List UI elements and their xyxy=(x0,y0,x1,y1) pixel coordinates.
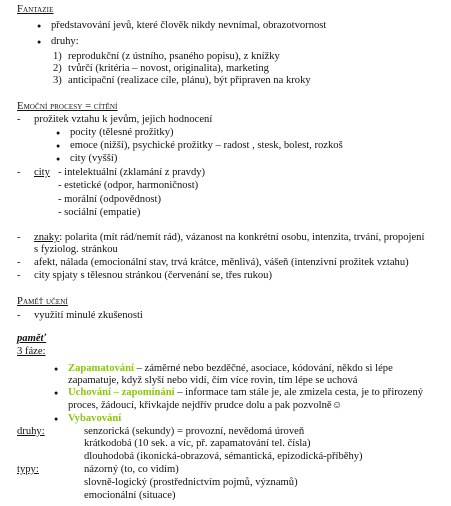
faze-term: Vybavování xyxy=(68,413,122,424)
faze-continuation: proces, žádoucí, křivkajde nejdřív prudce dolu a pak pozvolně☺ xyxy=(68,400,343,411)
faze-continuation: zapamatuje, když slyší nebo vidí, čím více rovin, tím lépe se uchová xyxy=(68,375,358,386)
list-item: ● emoce (nižší), psychické prožitky – radost , stesk, bolest, rozkoš xyxy=(70,140,343,152)
typy-label: typy: xyxy=(17,464,39,475)
faze-term: Zapamatování xyxy=(68,363,134,374)
list-item: ● představování jevů, které člověk nikdy nevnímal, obrazotvornost xyxy=(51,20,326,32)
list-item: - prožitek vztahu k jevům, jejich hodnocení xyxy=(34,114,212,126)
list-item: - afekt, nálada (emocionální stav, trvá krátce, měnlivá), vášeň (intenzivní prožitek vztahu) xyxy=(34,257,409,269)
faze-term: Uchování – zapomínání xyxy=(68,387,175,398)
list-item: ● city (vyšší) xyxy=(70,153,117,165)
list-item: tvůrčí (kritéria – novost, originalita), marketing xyxy=(68,63,269,74)
list-number: 2) xyxy=(53,63,62,74)
znaky-label: znaky xyxy=(34,232,60,243)
list-item: - intelektuální (zklamání z pravdy) xyxy=(58,167,206,178)
faze-label: 3 fáze: xyxy=(17,346,46,357)
faze-item-3 xyxy=(68,413,121,425)
list-item: senzorická (sekundy) = provozní, nevědomá úroveň xyxy=(84,426,305,437)
list-number: 3) xyxy=(53,75,62,86)
list-item: ● druhy: xyxy=(51,36,79,48)
list-item: reprodukční (z ústního, psaného popisu), z knížky xyxy=(68,51,280,62)
heading-emocni-procesy: Emoční procesy = cítění xyxy=(17,101,118,112)
list-number: 1) xyxy=(53,51,62,62)
list-item: názorný (to, co vidím) xyxy=(84,464,179,475)
heading-pamet-uceni: Paměť učení xyxy=(17,296,68,307)
znaky-continuation: s fyziolog. stránkou xyxy=(34,244,118,255)
list-item: dlouhodobá (ikonická-obrazová, sémantická, epizodická-příběhy) xyxy=(84,451,363,462)
heading-fantazie: Fantazie xyxy=(17,4,54,15)
subheading-pamet: paměť xyxy=(17,333,47,344)
list-item: - sociální (empatie) xyxy=(58,207,141,218)
list-item: emocionální (situace) xyxy=(84,490,176,501)
list-item: slovně-logický (prostřednictvím pojmů, významů) xyxy=(84,477,298,488)
list-item: - využití minulé zkušenosti xyxy=(34,310,143,322)
faze-item-1 xyxy=(68,363,393,375)
faze-text: – záměrné nebo bezděčné, asociace, kódování, někdo si lépe xyxy=(133,363,393,374)
druhy-label: druhy: xyxy=(17,426,45,437)
list-item: anticipační (realizace cíle, plánu), být připraven na kroky xyxy=(68,75,311,86)
list-item: - estetické (odpor, harmoničnost) xyxy=(58,180,199,191)
list-item: krátkodobá (10 sek. a víc, př. zapamatování tel. čísla) xyxy=(84,438,311,449)
znaky-line xyxy=(34,232,424,244)
list-item: ● pocity (tělesné prožitky) xyxy=(70,127,174,139)
faze-text: – informace tam stále je, ale zmizela cesta, je to přirozený xyxy=(174,387,424,398)
list-item: - city spjaty s tělesnou stránkou (červenání se, třes rukou) xyxy=(34,270,272,282)
faze-item-2 xyxy=(68,387,423,399)
list-item: - morální (odpovědnost) xyxy=(58,194,161,205)
city-label: - city xyxy=(34,167,50,179)
znaky-text: : polarita (mít rád/nemít rád), vázanost na konkrétní osobu, intenzita, trvání, propojení xyxy=(59,232,425,243)
